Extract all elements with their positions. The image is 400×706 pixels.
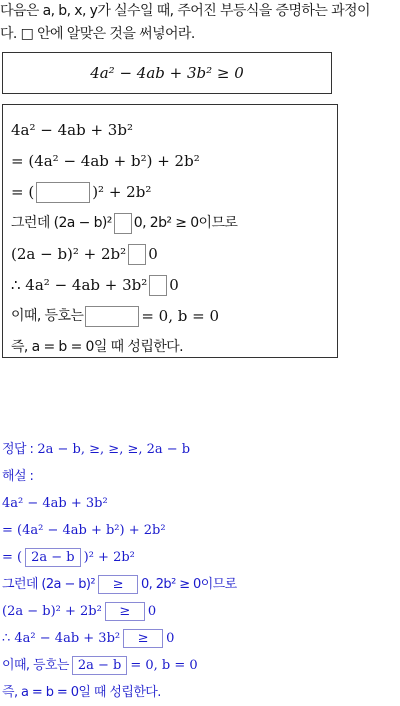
explanation-row-2 bbox=[2, 517, 237, 544]
proof-row-1 bbox=[11, 115, 337, 146]
explanation-row-6 bbox=[2, 625, 237, 652]
proof-row-5 bbox=[11, 239, 337, 270]
filled-blank-5: 2a − b bbox=[72, 656, 128, 675]
explanation-row-5 bbox=[2, 598, 237, 625]
inequality-box bbox=[2, 52, 332, 94]
explanation-expr: 4a² − 4ab + 3b² bbox=[2, 496, 108, 511]
proof-expr: 즉, a = b = 0일 때 성립한다. bbox=[11, 339, 183, 355]
explanation-expr: 0, 2b² ≥ 0이므로 bbox=[141, 577, 237, 592]
filled-blank-1: 2a − b bbox=[25, 548, 81, 567]
answer-section bbox=[2, 436, 237, 706]
explanation-expr: 그런데 (2a − b)² bbox=[2, 577, 96, 592]
answer-label: 정답 : bbox=[2, 442, 34, 457]
explanation-expr: 0 bbox=[147, 604, 157, 619]
explanation-label-row bbox=[2, 463, 237, 490]
explanation-row-4 bbox=[2, 571, 237, 598]
inequality-text: 4a² − 4ab + 3b² ≥ 0 bbox=[90, 64, 244, 82]
explanation-expr: = 0, b = 0 bbox=[130, 658, 198, 673]
proof-row-3 bbox=[11, 177, 337, 208]
proof-expr: = (4a² − 4ab + b²) + 2b² bbox=[11, 152, 200, 170]
explanation-row-1 bbox=[2, 490, 237, 517]
explanation-expr: 이때, 등호는 bbox=[2, 658, 69, 673]
explanation-row-7 bbox=[2, 652, 237, 679]
proof-row-2 bbox=[11, 146, 337, 177]
answer-values: 2a − b, ≥, ≥, ≥, 2a − b bbox=[37, 442, 191, 457]
answer-blank-4[interactable] bbox=[149, 275, 167, 296]
explanation-expr: = (4a² − 4ab + b²) + 2b² bbox=[2, 523, 166, 538]
proof-expr: = 0, b = 0 bbox=[141, 307, 219, 325]
proof-expr: 0, 2b² ≥ 0이므로 bbox=[133, 215, 238, 231]
filled-blank-4: ≥ bbox=[123, 629, 163, 648]
proof-expr: (2a − b)² + 2b² bbox=[11, 245, 127, 263]
proof-expr: 그런데 (2a − b)² bbox=[11, 215, 112, 231]
explanation-row-3 bbox=[2, 544, 237, 571]
proof-expr: 0 bbox=[148, 245, 158, 263]
problem-line-1: 다음은 a, b, x, y가 실수일 때, 주어진 부등식을 증명하는 과정이 bbox=[0, 3, 370, 19]
proof-expr: )² + 2b² bbox=[92, 183, 152, 201]
explanation-label: 해설 : bbox=[2, 469, 34, 484]
proof-expr: ∴ 4a² − 4ab + 3b² bbox=[11, 276, 148, 294]
explanation-expr: = ( bbox=[2, 550, 23, 565]
answer-blank-2[interactable] bbox=[114, 213, 132, 234]
proof-row-6 bbox=[11, 270, 337, 301]
proof-expr: 4a² − 4ab + 3b² bbox=[11, 121, 133, 139]
proof-expr: 0 bbox=[169, 276, 179, 294]
explanation-row-8 bbox=[2, 679, 237, 706]
problem-statement bbox=[0, 0, 400, 46]
proof-row-4 bbox=[11, 208, 337, 239]
explanation-expr: )² + 2b² bbox=[83, 550, 135, 565]
proof-expr: = ( bbox=[11, 183, 35, 201]
explanation-expr: 0 bbox=[166, 631, 175, 646]
filled-blank-3: ≥ bbox=[105, 602, 145, 621]
proof-expr: 이때, 등호는 bbox=[11, 308, 84, 324]
explanation-expr: 즉, a = b = 0일 때 성립한다. bbox=[2, 685, 161, 700]
answer-blank-5[interactable] bbox=[85, 306, 139, 327]
explanation-expr: (2a − b)² + 2b² bbox=[2, 604, 102, 619]
problem-line-2: 다. □ 안에 알맞은 것을 써넣어라. bbox=[0, 26, 195, 42]
proof-row-8 bbox=[11, 332, 337, 363]
proof-row-7 bbox=[11, 301, 337, 332]
proof-box bbox=[2, 104, 338, 358]
answer-blank-1[interactable] bbox=[36, 182, 90, 203]
answer-row bbox=[2, 436, 237, 463]
answer-blank-3[interactable] bbox=[128, 244, 146, 265]
filled-blank-2: ≥ bbox=[98, 575, 138, 594]
explanation-expr: ∴ 4a² − 4ab + 3b² bbox=[2, 631, 121, 646]
